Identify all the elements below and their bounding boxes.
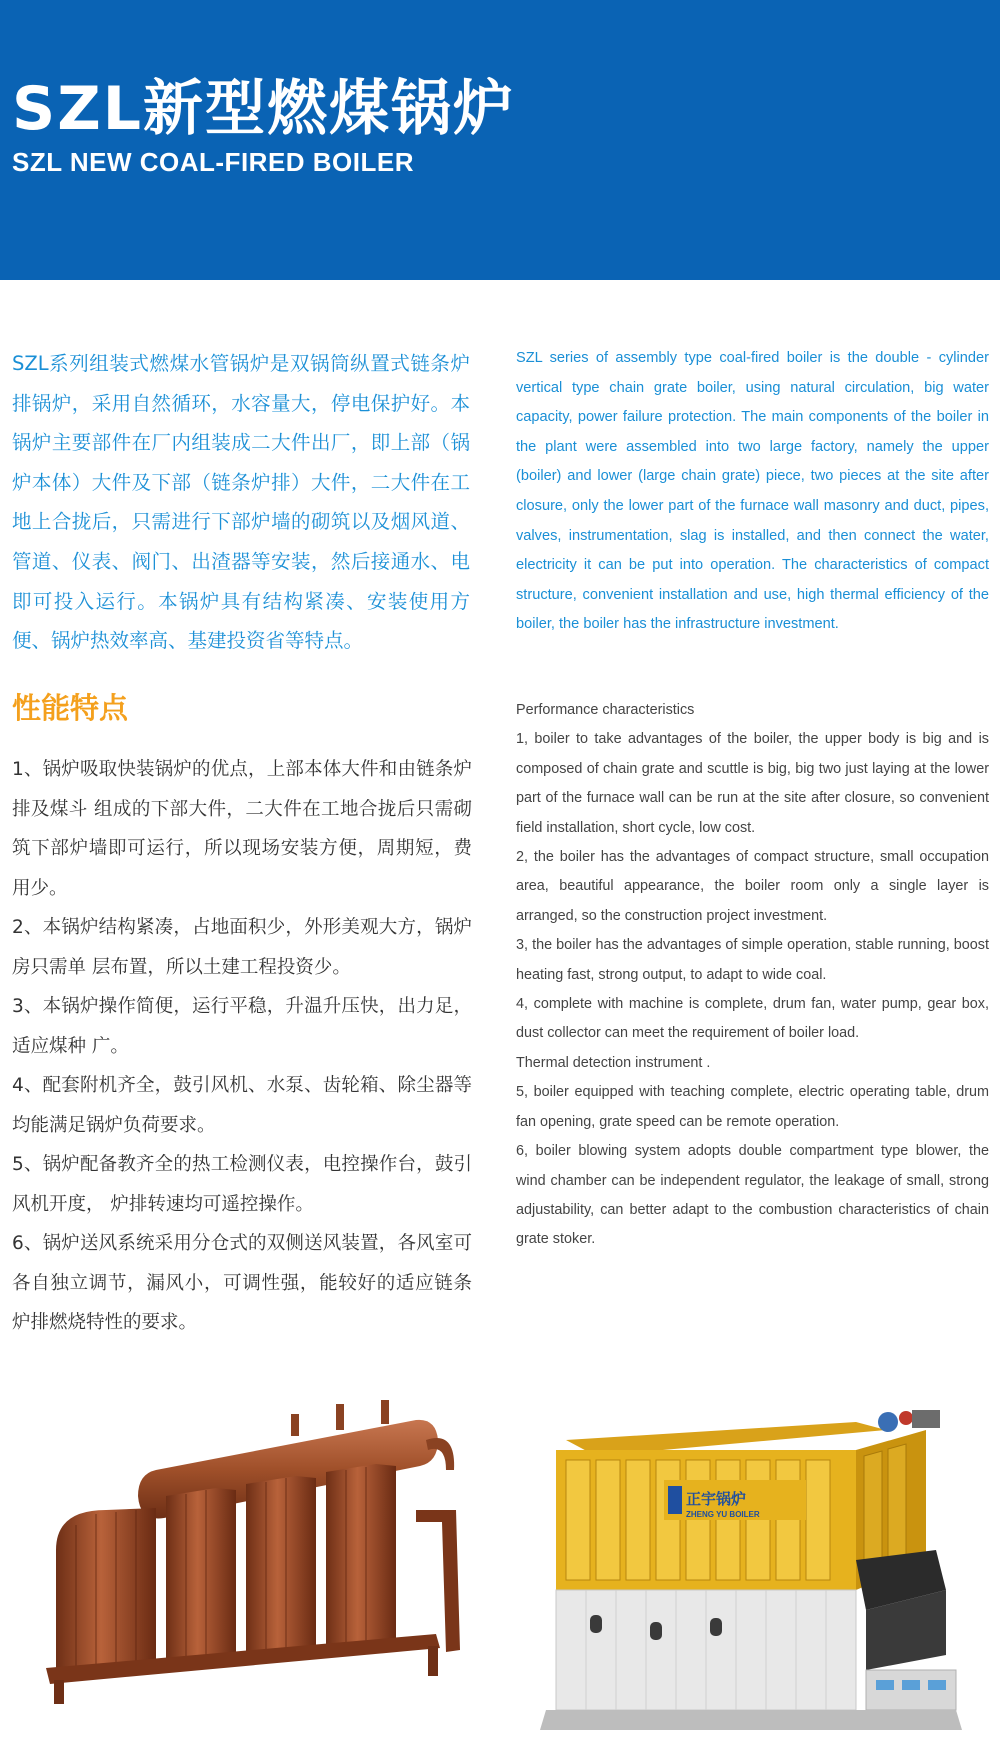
boiler-logo-cn: 正宇锅炉 <box>686 1490 747 1508</box>
feature-item-cn: 1、锅炉吸取快装锅炉的优点，上部本体大件和由链条炉排及煤斗 组成的下部大件，二大件在工地合拢后只需砌筑下部炉墙即可运行，所以现场安装方便，周期短，费用少。 <box>12 759 472 899</box>
feature-item-en: Thermal detection instrument . <box>516 1054 711 1071</box>
feature-item-en: 1, boiler to take advantages of the boiler, the upper body is big and is composed of chain grate and scuttle is big, big two just laying at the lower part of the furnace wall can be run at the site after closure, so convenient field installation, short cycle, low cost. <box>516 731 989 836</box>
page-title-en: SZL NEW COAL-FIRED BOILER <box>12 147 415 177</box>
features-heading-cn: 性能特点 <box>12 691 129 725</box>
intro-text-en: SZL series of assembly type coal-fired boiler is the double - cylinder vertical type chain grate boiler, using natural circulation, big water capacity, power failure protection. The main components of the boiler in the plant were assembled into two large factory, namely the upper (boiler) and lower (large chain grate) piece, two pieces at the site after closure, only the lower part of the furnace wall masonry and duct, pipes, valves, instrumentation, slag is installed, and then connect the water, electricity it can be put into operation. The characteristics of compact structure, convenient installation and use, high thermal efficiency of the boiler, the boiler has the infrastructure investment. <box>516 350 989 633</box>
feature-item-cn: 4、配套附机齐全，鼓引风机、水泵、齿轮箱、除尘器等均能满足锅炉负荷要求。 <box>12 1075 472 1136</box>
header-banner <box>0 0 1000 280</box>
logo-mark-icon <box>668 1486 682 1514</box>
feature-item-cn: 3、本锅炉操作简便，运行平稳，升温升压快，出力足，适应煤种 广。 <box>12 996 472 1057</box>
feature-item-cn: 2、本锅炉结构紧凑，占地面积少，外形美观大方，锅炉房只需单 层布置，所以土建工程投资少。 <box>12 917 472 978</box>
feature-item-en: 3, the boiler has the advantages of simple operation, stable running, boost heating fast, strong output, to adapt to wide coal. <box>516 937 989 983</box>
intro-text-cn: SZL系列组装式燃煤水管锅炉是双锅筒纵置式链条炉排锅炉，采用自然循环，水容量大，停电保护好。本锅炉主要部件在厂内组装成二大件出厂，即上部（锅炉本体）大件及下部（链条炉排）大件，二大件在工地上合拢后，只需进行下部炉墙的砌筑以及烟风道、管道、仪表、阀门、出渣器等安装，然后接通水、电即可投入运行。本锅炉具有结构紧凑、安装使用方便、锅炉热效率高、基建投资省等特点。 <box>12 352 470 653</box>
feature-item-en: 2, the boiler has the advantages of compact structure, small occupation area, beautiful appearance, the boiler room only a single layer is arranged, so the construction project investment. <box>516 849 989 924</box>
features-list-cn <box>12 750 472 1343</box>
features-heading-en: Performance characteristics <box>516 702 695 718</box>
packaged-boiler-image <box>526 1400 966 1745</box>
feature-item-cn: 6、锅炉送风系统采用分仓式的双侧送风装置，各风室可各自独立调节，漏风小，可调性强，能较好的适应链条炉排燃烧特性的要求。 <box>12 1233 472 1333</box>
feature-item-en: 6, boiler blowing system adopts double compartment type blower, the wind chamber can be independent regulator, the leakage of small, strong adjustability, can better adapt to the combustion characteristics of chain grate stoker. <box>516 1143 989 1248</box>
boiler-logo-en: ZHENG YU BOILER <box>686 1510 760 1519</box>
feature-item-en: 5, boiler equipped with teaching complete, electric operating table, drum fan opening, grate speed can be remote operation. <box>516 1084 989 1130</box>
feature-item-en: 4, complete with machine is complete, drum fan, water pump, gear box, dust collector can meet the requirement of boiler load. <box>516 996 989 1042</box>
boiler-body-image <box>36 1400 476 1710</box>
features-list-en <box>516 696 989 1255</box>
page-title-cn: SZL新型燃煤锅炉 <box>12 74 515 144</box>
feature-item-cn: 5、锅炉配备教齐全的热工检测仪表，电控操作台，鼓引风机开度， 炉排转速均可遥控操作。 <box>12 1154 472 1215</box>
